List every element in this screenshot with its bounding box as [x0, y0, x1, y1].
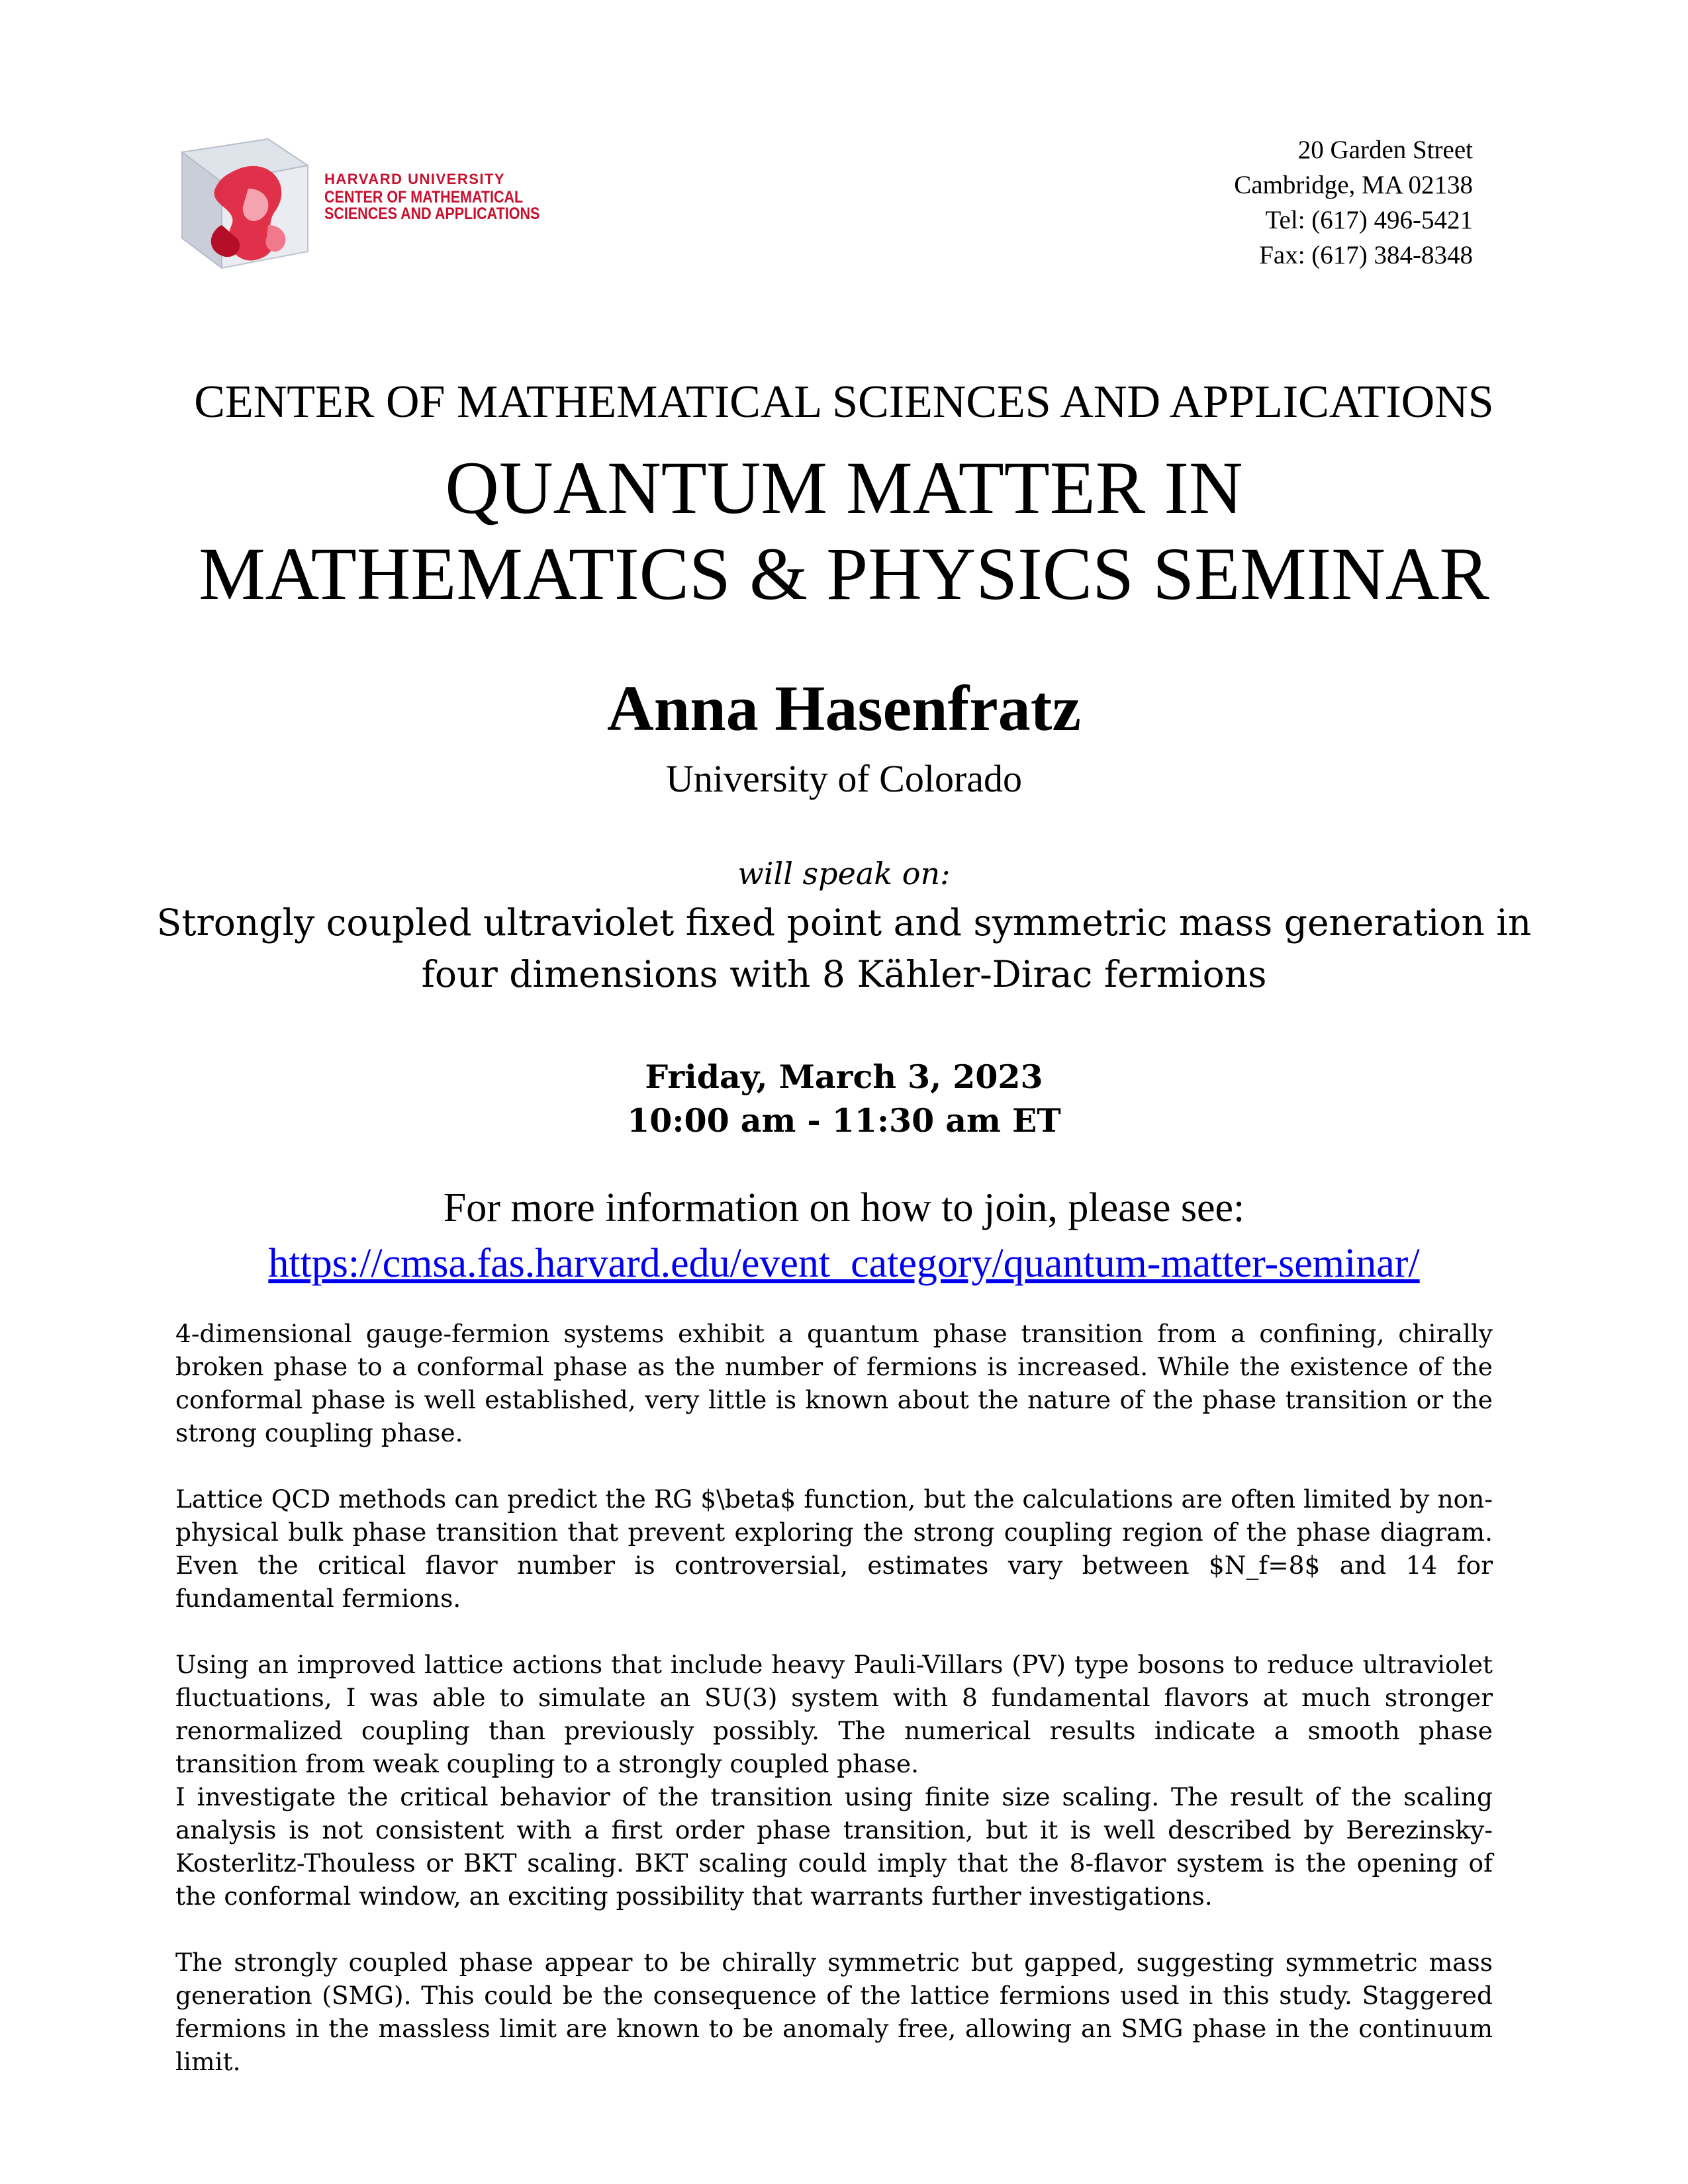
seminar-title-line-1: QUANTUM MATTER IN [445, 447, 1243, 529]
talk-title-line-1: Strongly coupled ultraviolet fixed point and symmetric mass generation in [156, 901, 1532, 944]
abstract-paragraph: The strongly coupled phase appear to be chirally symmetric but gapped, suggesting symmetric mass generation (SMG). This could be the consequence of the lattice fermions used in this study. Staggered fermions in the massless limit are known to be anomaly free, allowing an SMG phase in the continuum limit. [175, 1948, 1493, 2076]
abstract-paragraph: I investigate the critical behavior of the transition using finite size scaling. The result of the scaling analysis is not consistent with a first order phase transition, but it is well described by Berezinsky-Kosterlitz-Thouless or BKT scaling. BKT scaling could imply that the 8-flavor system is the opening of the conformal window, an exciting possibility that warrants further investigations. [175, 1782, 1493, 1911]
address-city: Cambridge, MA 02138 [1234, 171, 1473, 199]
speaker-name: Anna Hasenfratz [607, 673, 1081, 745]
org-name: CENTER OF MATHEMATICAL SCIENCES AND APPLICATIONS [194, 377, 1494, 428]
address-tel: Tel: (617) 496-5421 [1265, 206, 1473, 234]
talk-title-line-2: four dimensions with 8 Kähler-Dirac fermions [421, 953, 1267, 995]
cmsa-cube-logo-icon [169, 126, 321, 278]
talk-intro: will speak on: [737, 856, 951, 891]
abstract-paragraph: 4-dimensional gauge-fermion systems exhibit a quantum phase transition from a confining, chirally broken phase to a conformal phase as the number of fermions is increased. While the existence of the conformal phase is well established, very little is known about the nature of the phase transition or the strong coupling phase. [175, 1319, 1493, 1447]
abstract-paragraph: Using an improved lattice actions that include heavy Pauli-Villars (PV) type bosons to reduce ultraviolet fluctuations, I was able to simulate an SU(3) system with 8 fundamental flavors at much stronger renormalized coupling than previously possibly. The numerical results indicate a smooth phase transition from weak coupling to a strongly coupled phase. [175, 1650, 1493, 1778]
event-time: 10:00 am - 11:30 am ET [627, 1101, 1061, 1140]
abstract-paragraph: Lattice QCD methods can predict the RG $\beta$ function, but the calculations are often limited by non-physical bulk phase transition that prevent exploring the strong coupling region of the phase diagram. Even the critical flavor number is controversial, estimates vary between $N_f=8$ and 14 for fundamental fermions. [175, 1484, 1493, 1613]
address-street: 20 Garden Street [1297, 136, 1473, 164]
address-block [1234, 132, 1473, 273]
logo-line-1: HARVARD UNIVERSITY [324, 171, 506, 187]
seminar-title-line-2: MATHEMATICS & PHYSICS SEMINAR [199, 533, 1489, 615]
event-date: Friday, March 3, 2023 [645, 1058, 1043, 1096]
logo-line-2: CENTER OF MATHEMATICAL [324, 188, 524, 206]
cmsa-logo [169, 126, 539, 278]
address-fax: Fax: (617) 384-8348 [1259, 241, 1473, 269]
logo-wordmark [324, 172, 575, 222]
logo-line-3: SCIENCES AND APPLICATIONS [324, 205, 540, 223]
seminar-link[interactable]: https://cmsa.fas.harvard.edu/event_category/quantum-matter-seminar/ [268, 1241, 1420, 1286]
join-info-text: For more information on how to join, please see: [443, 1185, 1245, 1230]
speaker-affiliation: University of Colorado [665, 757, 1023, 800]
